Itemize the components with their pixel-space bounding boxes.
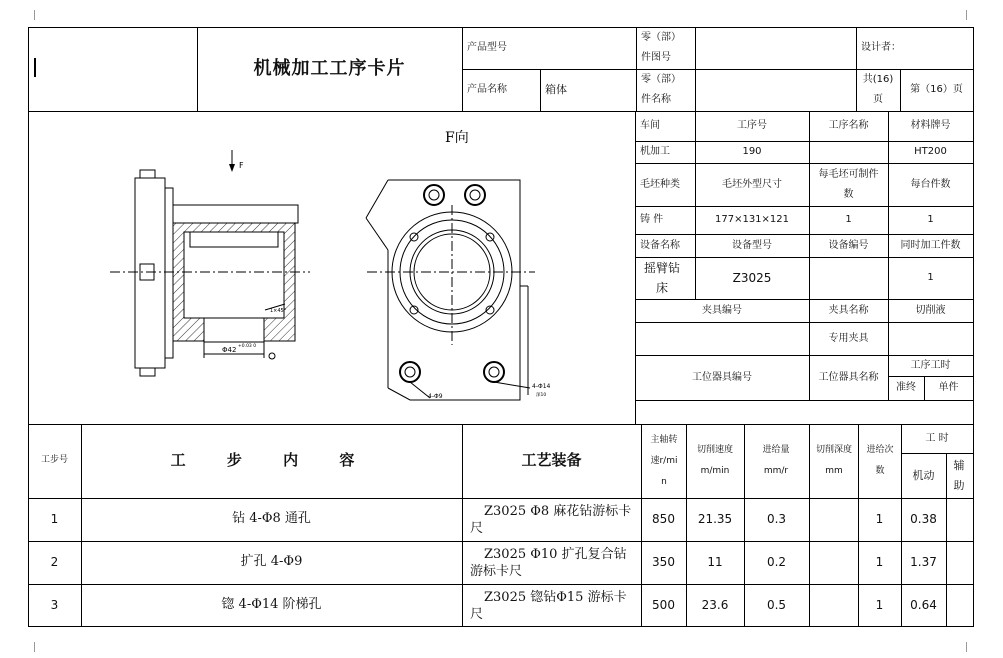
info-equip-name-value: 摇臂钻床 <box>643 261 680 295</box>
f-view <box>366 180 535 400</box>
col-depth: 切削深度mm <box>815 445 852 476</box>
info-op-no-value: 190 <box>742 146 762 158</box>
col-step-no: 工步号 <box>40 455 68 466</box>
info-simul-count-value: 1 <box>927 272 934 284</box>
prep-end-label: 准终 <box>896 382 916 394</box>
table-row-spindle-speed: 350 <box>652 555 675 570</box>
part-name-label-line2: 件名称 <box>641 94 671 105</box>
table-row-content: 锪 4-Φ14 阶梯孔 <box>221 596 322 612</box>
unit-time-label: 单件 <box>938 382 959 394</box>
table-row-content: 钻 4-Φ8 通孔 <box>232 511 311 527</box>
info-per-unit-value: 1 <box>927 214 934 226</box>
info-equip-no-value <box>809 257 888 299</box>
info-material-label: 材料牌号 <box>910 120 951 132</box>
info-simul-count-label: 同时加工件数 <box>900 239 961 251</box>
col-aux-time: 辅助 <box>953 458 965 492</box>
table-row-machine-time: 0.64 <box>910 597 937 612</box>
station-tool-name-label: 工位器具名称 <box>818 371 879 383</box>
table-row-equipment: Z3025 Φ8 麻花钻游标卡尺 <box>470 504 632 536</box>
chamfer-dimension: 1×45° <box>270 308 287 314</box>
part-drawing <box>29 112 635 424</box>
info-blank-type-value: 铸 件 <box>640 214 664 226</box>
table-row-cutting-speed: 11 <box>707 555 723 570</box>
info-per-blank-value: 1 <box>845 214 852 226</box>
info-material-value: HT200 <box>914 146 947 158</box>
table-row-step-no: 3 <box>50 597 59 612</box>
fixture-name-label: 夹具名称 <box>828 304 869 316</box>
col-time: 工 时 <box>925 432 949 444</box>
table-row-aux-time <box>946 541 973 584</box>
f-view-label: F向 <box>445 130 469 146</box>
info-per-unit-label: 每台件数 <box>910 178 951 190</box>
table-row-step-no: 1 <box>50 512 59 527</box>
info-blank-type-label: 毛坯种类 <box>640 178 680 190</box>
process-time-label: 工序工时 <box>910 359 951 371</box>
table-row-feed: 0.2 <box>766 555 787 570</box>
info-equip-name-label: 设备名称 <box>640 239 680 251</box>
info-equip-model-value: Z3025 <box>732 270 772 285</box>
info-blank-size-label: 毛坯外型尺寸 <box>722 178 782 190</box>
part-name-label-line1: 零（部） <box>641 74 681 85</box>
total-pages-label <box>856 69 900 111</box>
text-cursor <box>34 58 36 77</box>
table-row-passes: 1 <box>875 555 884 570</box>
col-passes: 进给次数 <box>866 445 894 476</box>
coolant-label: 切削液 <box>915 304 946 316</box>
col-feed: 进给量mm/r <box>762 445 790 476</box>
product-name-label: 产品名称 <box>467 84 507 96</box>
fixture-no-label: 夹具编号 <box>702 304 742 316</box>
bore-dimension: Φ42 <box>222 346 237 354</box>
info-workshop-label: 车间 <box>640 120 660 132</box>
info-op-name-label: 工序名称 <box>828 120 869 132</box>
info-workshop-value: 机加工 <box>640 146 670 158</box>
table-row-passes: 1 <box>875 597 884 612</box>
part-drawing-label-line2: 件图号 <box>641 52 671 63</box>
counterbore-dimension: 4-Φ14 <box>532 383 551 390</box>
col-content: 工 步 内 容 <box>170 451 373 470</box>
info-op-no-label: 工序号 <box>737 120 767 132</box>
info-equip-model-label: 设备型号 <box>732 239 772 251</box>
table-row-equipment: Z3025 锪钻Φ15 游标卡尺 <box>470 590 627 622</box>
col-cutting-speed: 切削速度m/min <box>696 445 733 476</box>
bore-tolerance: +0.03 0 <box>238 344 257 349</box>
col-spindle-speed: 主轴转速r/min <box>650 434 678 487</box>
col-equipment: 工艺装备 <box>521 451 582 470</box>
product-name-value: 箱体 <box>545 83 567 97</box>
table-row-aux-time <box>946 498 973 541</box>
table-row-content: 扩孔 4-Φ9 <box>240 554 303 570</box>
table-row-depth <box>809 584 858 626</box>
table-row-depth <box>809 541 858 584</box>
table-row-passes: 1 <box>875 512 884 527</box>
table-row-depth <box>809 498 858 541</box>
table-row-equipment: Z3025 Φ10 扩孔复合钻 游标卡尺 <box>470 547 627 579</box>
col-machine-time: 机动 <box>912 468 935 482</box>
table-row-cutting-speed: 23.6 <box>701 597 729 612</box>
station-tool-no-label: 工位器具编号 <box>692 371 752 383</box>
table-row-feed: 0.5 <box>766 597 787 612</box>
card-title: 机械加工工序卡片 <box>253 58 406 80</box>
info-equip-no-label: 设备编号 <box>828 239 869 251</box>
table-row-machine-time: 0.38 <box>910 512 937 527</box>
part-drawing-label-line1: 零（部） <box>641 32 681 43</box>
part-name-label <box>636 69 695 111</box>
f-arrow-label: F <box>239 161 244 170</box>
table-row-machine-time: 1.37 <box>910 555 937 570</box>
depth-dimension: 深10 <box>536 393 547 398</box>
part-drawing-label <box>636 27 695 69</box>
table-row-feed: 0.3 <box>766 512 787 527</box>
section-view <box>110 150 310 376</box>
product-model-label: 产品型号 <box>467 42 507 54</box>
table-row-step-no: 2 <box>50 555 59 570</box>
holes-dimension: 4-Φ9 <box>428 393 443 400</box>
table-row-spindle-speed: 500 <box>652 597 675 612</box>
fixture-name-value: 专用夹具 <box>828 332 869 344</box>
info-op-name-value <box>809 141 888 163</box>
total-pages-line2: 页 <box>873 94 883 105</box>
page-number-label: 第（16）页 <box>910 84 963 96</box>
total-pages-line1: 共(16) <box>862 74 894 85</box>
info-blank-size-value: 177×131×121 <box>714 214 790 226</box>
designer-label: 设计者： <box>861 42 901 54</box>
info-per-blank-label: 每毛坯可制件数 <box>818 168 879 200</box>
table-row-aux-time <box>946 584 973 626</box>
table-row-cutting-speed: 21.35 <box>697 512 733 527</box>
table-row-spindle-speed: 850 <box>652 512 675 527</box>
